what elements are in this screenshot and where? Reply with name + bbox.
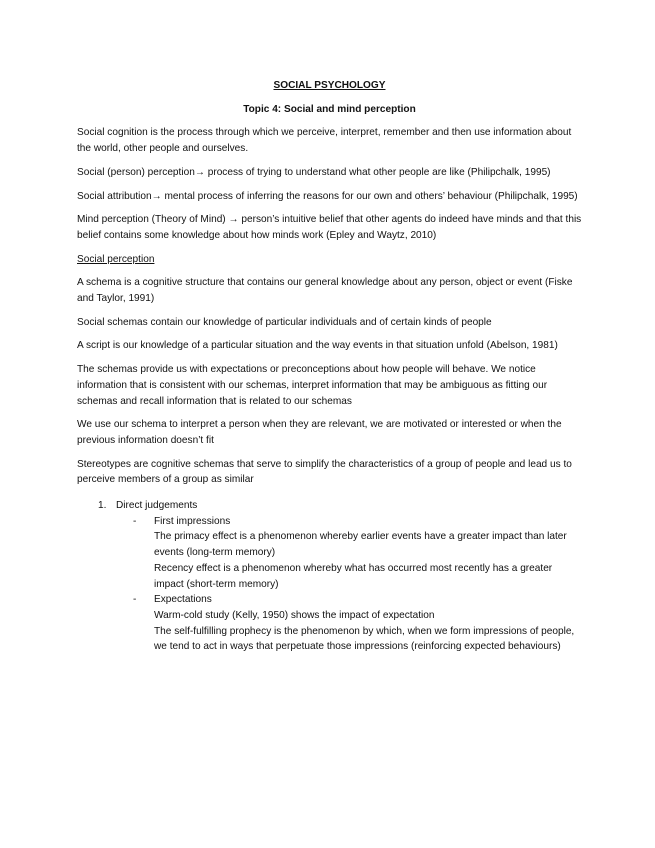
paragraph-schema-use: We use our schema to interpret a person when they are relevant, we are motivated or interested or when the previous information doesn’t fit bbox=[77, 419, 562, 446]
sub-list-item bbox=[77, 592, 582, 655]
paragraph-schema: A schema is a cognitive structure that contains our general knowledge about any person, object or event (Fiske and Taylor, 1991) bbox=[77, 277, 573, 305]
paragraph-script: A script is our knowledge of a particular situation and the way events in that situation unfold (Abelson, 1981) bbox=[77, 340, 558, 352]
sub-item-label: Expectations bbox=[154, 594, 212, 606]
sub-item-line: Recency effect is a phenomenon whereby what has occurred most recently has a greater impact (short-term memory) bbox=[154, 562, 553, 590]
numbered-list-item bbox=[77, 498, 582, 514]
document-title: SOCIAL PSYCHOLOGY bbox=[273, 80, 386, 91]
dash-bullet: - bbox=[133, 515, 137, 527]
paragraph-stereotypes: Stereotypes are cognitive schemas that serve to simplify the characteristics of a group of people and lead us to perceive members of a group as similar bbox=[77, 458, 572, 486]
document-subtitle: Topic 4: Social and mind perception bbox=[243, 103, 416, 115]
document-body bbox=[77, 78, 582, 655]
paragraph-mind-perception: Mind perception (Theory of Mind) → person’s intuitive belief that other agents do indeed have minds and that this belief contains some knowledge about how minds work (Epley and Waytz, 2010) bbox=[77, 214, 582, 241]
list-number: 1. bbox=[98, 500, 107, 512]
list-item-label: Direct judgements bbox=[116, 500, 198, 512]
sub-item-line: Warm-cold study (Kelly, 1950) shows the impact of expectation bbox=[154, 609, 435, 621]
sub-item-line: The primacy effect is a phenomenon whereby earlier events have a greater impact than later events (long-term memory) bbox=[154, 531, 567, 559]
paragraph-expectations: The schemas provide us with expectations or preconceptions about how people will behave. We notice information that is consistent with our schemas, interpret information that may be ambiguous as fitting our schemas and recall information that is related to our schemas bbox=[77, 364, 548, 407]
section-heading: Social perception bbox=[77, 253, 155, 265]
paragraph-social-perception-def: Social (person) perception→ process of trying to understand what other people are like (Philipchalk, 1995) bbox=[77, 166, 551, 178]
paragraph-social-attribution: Social attribution→ mental process of inferring the reasons for our own and others’ behaviour (Philipchalk, 1995) bbox=[77, 190, 578, 202]
dash-bullet: - bbox=[133, 594, 137, 606]
paragraph-social-schemas: Social schemas contain our knowledge of particular individuals and of certain kinds of people bbox=[77, 316, 492, 328]
sub-item-label: First impressions bbox=[154, 515, 231, 527]
paragraph-social-cognition: Social cognition is the process through which we perceive, interpret, remember and then use information about the world, other people and ourselves. bbox=[77, 127, 572, 155]
sub-item-line: The self-fulfilling prophecy is the phenomenon by which, when we form impressions of people, we tend to act in ways that perpetuate those impressions (reinforcing expected behaviours) bbox=[154, 625, 575, 653]
sub-list-item bbox=[77, 514, 582, 593]
